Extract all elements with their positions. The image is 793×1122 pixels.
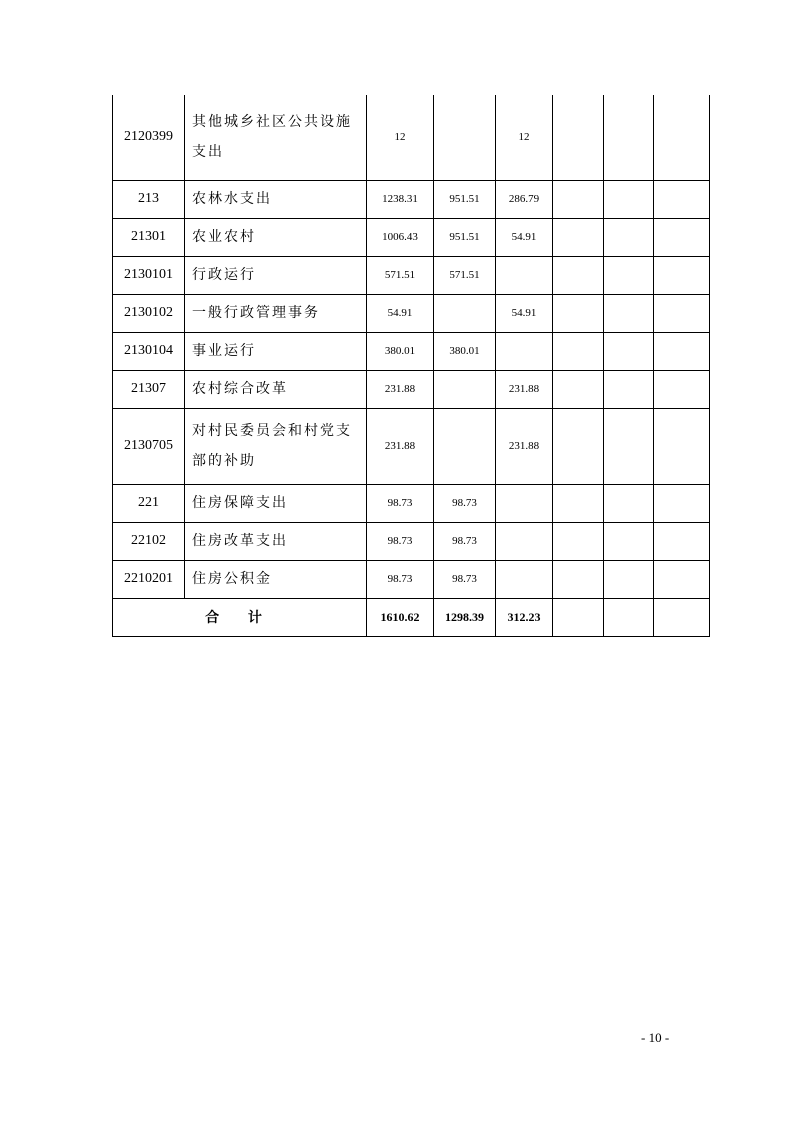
table-row bbox=[113, 332, 710, 370]
row-total: 98.73 bbox=[367, 560, 434, 598]
row-col-6 bbox=[553, 294, 604, 332]
row-col-7 bbox=[604, 408, 654, 484]
row-col-7 bbox=[604, 560, 654, 598]
row-col-6 bbox=[553, 180, 604, 218]
total-row bbox=[113, 598, 710, 636]
row-total: 571.51 bbox=[367, 256, 434, 294]
row-project: 54.91 bbox=[496, 218, 553, 256]
row-col-6 bbox=[553, 256, 604, 294]
row-col-8 bbox=[654, 408, 710, 484]
row-name: 其他城乡社区公共设施支出 bbox=[185, 95, 367, 180]
total-col-8 bbox=[654, 598, 710, 636]
row-name: 农业农村 bbox=[185, 218, 367, 256]
row-col-7 bbox=[604, 256, 654, 294]
row-name: 住房改革支出 bbox=[185, 522, 367, 560]
row-col-8 bbox=[654, 560, 710, 598]
total-basic: 1298.39 bbox=[434, 598, 496, 636]
row-project bbox=[496, 332, 553, 370]
row-total: 12 bbox=[367, 95, 434, 180]
row-basic: 98.73 bbox=[434, 560, 496, 598]
row-col-8 bbox=[654, 256, 710, 294]
row-code: 2130104 bbox=[113, 332, 185, 370]
row-col-6 bbox=[553, 370, 604, 408]
row-name: 对村民委员会和村党支部的补助 bbox=[185, 408, 367, 484]
row-code: 213 bbox=[113, 180, 185, 218]
expenditure-table bbox=[112, 95, 710, 637]
total-amount: 1610.62 bbox=[367, 598, 434, 636]
row-col-7 bbox=[604, 332, 654, 370]
total-label: 合 计 bbox=[113, 598, 367, 636]
row-col-6 bbox=[553, 560, 604, 598]
table-row bbox=[113, 408, 710, 484]
row-code: 22102 bbox=[113, 522, 185, 560]
table-row bbox=[113, 95, 710, 180]
table-body bbox=[113, 95, 710, 636]
row-col-7 bbox=[604, 484, 654, 522]
row-code: 221 bbox=[113, 484, 185, 522]
row-total: 54.91 bbox=[367, 294, 434, 332]
row-basic bbox=[434, 408, 496, 484]
row-col-6 bbox=[553, 484, 604, 522]
row-project: 286.79 bbox=[496, 180, 553, 218]
total-col-7 bbox=[604, 598, 654, 636]
row-code: 2130102 bbox=[113, 294, 185, 332]
table-row bbox=[113, 218, 710, 256]
row-basic bbox=[434, 95, 496, 180]
row-project bbox=[496, 522, 553, 560]
row-name: 一般行政管理事务 bbox=[185, 294, 367, 332]
row-name: 农林水支出 bbox=[185, 180, 367, 218]
row-basic: 98.73 bbox=[434, 522, 496, 560]
row-col-8 bbox=[654, 95, 710, 180]
row-basic bbox=[434, 370, 496, 408]
total-project: 312.23 bbox=[496, 598, 553, 636]
row-code: 21307 bbox=[113, 370, 185, 408]
row-col-7 bbox=[604, 180, 654, 218]
row-col-8 bbox=[654, 294, 710, 332]
row-col-8 bbox=[654, 180, 710, 218]
row-col-7 bbox=[604, 522, 654, 560]
row-col-7 bbox=[604, 95, 654, 180]
table-row bbox=[113, 180, 710, 218]
row-name: 事业运行 bbox=[185, 332, 367, 370]
row-basic bbox=[434, 294, 496, 332]
table-row bbox=[113, 370, 710, 408]
row-total: 98.73 bbox=[367, 522, 434, 560]
row-col-6 bbox=[553, 218, 604, 256]
row-basic: 951.51 bbox=[434, 180, 496, 218]
row-col-6 bbox=[553, 95, 604, 180]
row-project: 12 bbox=[496, 95, 553, 180]
row-col-7 bbox=[604, 294, 654, 332]
row-project: 54.91 bbox=[496, 294, 553, 332]
page-number: - 10 - bbox=[641, 1030, 670, 1045]
row-name: 行政运行 bbox=[185, 256, 367, 294]
row-project bbox=[496, 560, 553, 598]
row-project: 231.88 bbox=[496, 370, 553, 408]
row-col-6 bbox=[553, 408, 604, 484]
total-col-6 bbox=[553, 598, 604, 636]
row-code: 21301 bbox=[113, 218, 185, 256]
row-col-7 bbox=[604, 370, 654, 408]
row-basic: 380.01 bbox=[434, 332, 496, 370]
table-row bbox=[113, 522, 710, 560]
row-col-8 bbox=[654, 218, 710, 256]
row-project bbox=[496, 256, 553, 294]
row-basic: 571.51 bbox=[434, 256, 496, 294]
row-col-8 bbox=[654, 370, 710, 408]
row-code: 2210201 bbox=[113, 560, 185, 598]
row-total: 1006.43 bbox=[367, 218, 434, 256]
row-col-6 bbox=[553, 522, 604, 560]
row-total: 380.01 bbox=[367, 332, 434, 370]
table-row bbox=[113, 294, 710, 332]
row-col-8 bbox=[654, 484, 710, 522]
row-code: 2130705 bbox=[113, 408, 185, 484]
row-col-8 bbox=[654, 332, 710, 370]
row-project bbox=[496, 484, 553, 522]
row-total: 1238.31 bbox=[367, 180, 434, 218]
table-row bbox=[113, 256, 710, 294]
table-row bbox=[113, 560, 710, 598]
row-total: 98.73 bbox=[367, 484, 434, 522]
row-basic: 951.51 bbox=[434, 218, 496, 256]
row-col-7 bbox=[604, 218, 654, 256]
row-code: 2130101 bbox=[113, 256, 185, 294]
row-name: 住房保障支出 bbox=[185, 484, 367, 522]
row-total: 231.88 bbox=[367, 408, 434, 484]
row-total: 231.88 bbox=[367, 370, 434, 408]
row-project: 231.88 bbox=[496, 408, 553, 484]
row-col-8 bbox=[654, 522, 710, 560]
row-code: 2120399 bbox=[113, 95, 185, 180]
row-name: 农村综合改革 bbox=[185, 370, 367, 408]
row-name: 住房公积金 bbox=[185, 560, 367, 598]
row-col-6 bbox=[553, 332, 604, 370]
table-row bbox=[113, 484, 710, 522]
row-basic: 98.73 bbox=[434, 484, 496, 522]
